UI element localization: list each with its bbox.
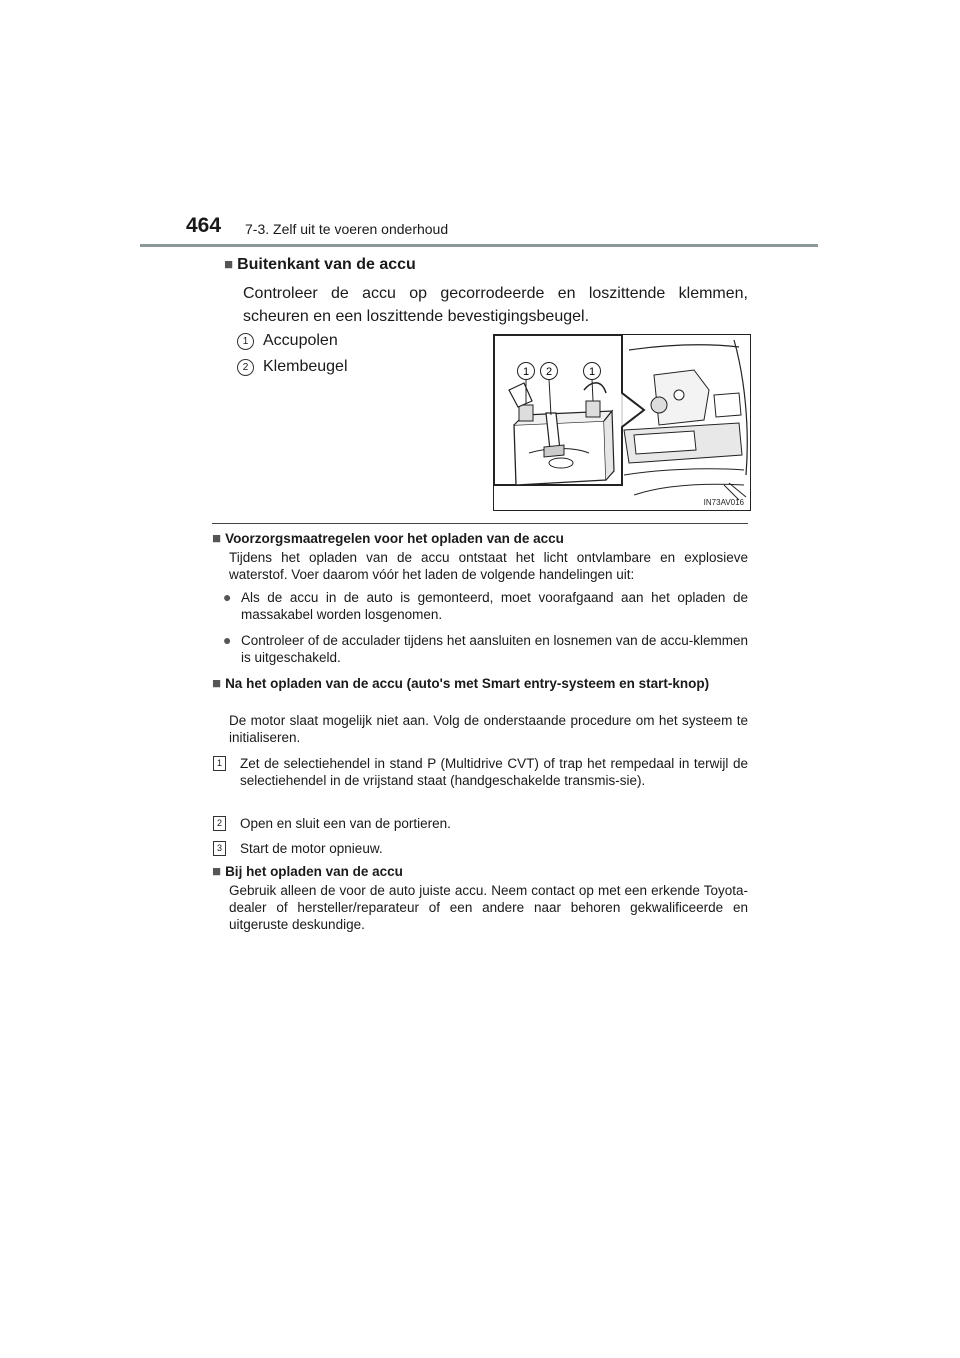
circle-bullet-icon: ● [223,589,232,605]
legend-label: Klembeugel [263,358,348,375]
precautions-text: Tijdens het opladen van de accu ontstaat het licht ontvlambare en explosieve waterstof. Voer daarom vóór het laden de volgende handelingen uit: [229,550,748,582]
battery-illustration [493,334,751,511]
notes-divider [212,523,748,524]
engine-bay-drawing [494,335,750,510]
when-charging-text: Gebruik alleen de voor de auto juiste accu. Neem contact op met een erkende Toyota-dealer of hersteller/reparateur of een andere naar behoren gekwalificeerde en uitgeruste deskundige. [229,883,748,932]
list-item-text: Als de accu in de auto is gemonteerd, moet voorafgaand aan het opladen de massakabel worden losgenomen. [241,590,748,622]
callout-2: 2 [545,366,553,378]
square-bullet-icon: ■ [212,675,222,692]
outside-heading [224,256,416,274]
after-charging-title: Na het opladen van de accu (auto's met Smart entry-systeem en start-knop) [225,676,710,691]
after-charging-heading [212,675,748,692]
step-item [216,840,748,857]
legend-item [237,358,348,376]
when-charging-title: Bij het opladen van de accu [225,864,403,879]
legend-label: Accupolen [263,332,338,349]
step-item [216,755,748,789]
step-text: Zet de selectiehendel in stand P (Multidrive CVT) of trap het rempedaal in terwijl de selectiehendel in de vrijstand staat (handgeschakelde transmis-sie). [240,756,748,788]
step-number: 2 [213,816,226,831]
step-item [216,815,748,832]
circle-bullet-icon: ● [223,632,232,648]
outside-title: Buitenkant van de accu [237,256,416,273]
precautions-heading [212,530,748,547]
when-charging-heading [212,863,748,880]
callout-number: 2 [237,359,254,376]
callout-1-left: 1 [522,366,530,378]
callout-1-right: 1 [588,366,596,378]
list-item [223,632,748,666]
precautions-title: Voorzorgsmaatregelen voor het opladen van de accu [225,531,564,546]
step-number: 1 [213,756,226,771]
callout-number: 1 [237,333,254,350]
square-bullet-icon: ■ [224,256,234,273]
header-rule [140,244,818,247]
square-bullet-icon: ■ [212,530,222,547]
step-text: Open en sluit een van de portieren. [240,816,451,831]
section-title: 7-3. Zelf uit te voeren onderhoud [245,221,449,237]
step-number: 3 [213,841,226,856]
step-text: Start de motor opnieuw. [240,841,383,856]
square-bullet-icon: ■ [212,863,222,880]
list-item-text: Controleer of de acculader tijdens het aansluiten en losnemen van de accu-klemmen is uitgeschakeld. [241,633,748,665]
outside-text: Controleer de accu op gecorrodeerde en loszittende klemmen, scheuren en een loszittende bevestigingsbeugel. [243,285,748,325]
legend-item [237,332,338,350]
list-item [223,589,748,623]
after-charging-text: De motor slaat mogelijk niet aan. Volg de onderstaande procedure om het systeem te initialiseren. [229,713,748,745]
page-number: 464 [186,214,222,237]
figure-code: IN73AV016 [703,498,744,507]
